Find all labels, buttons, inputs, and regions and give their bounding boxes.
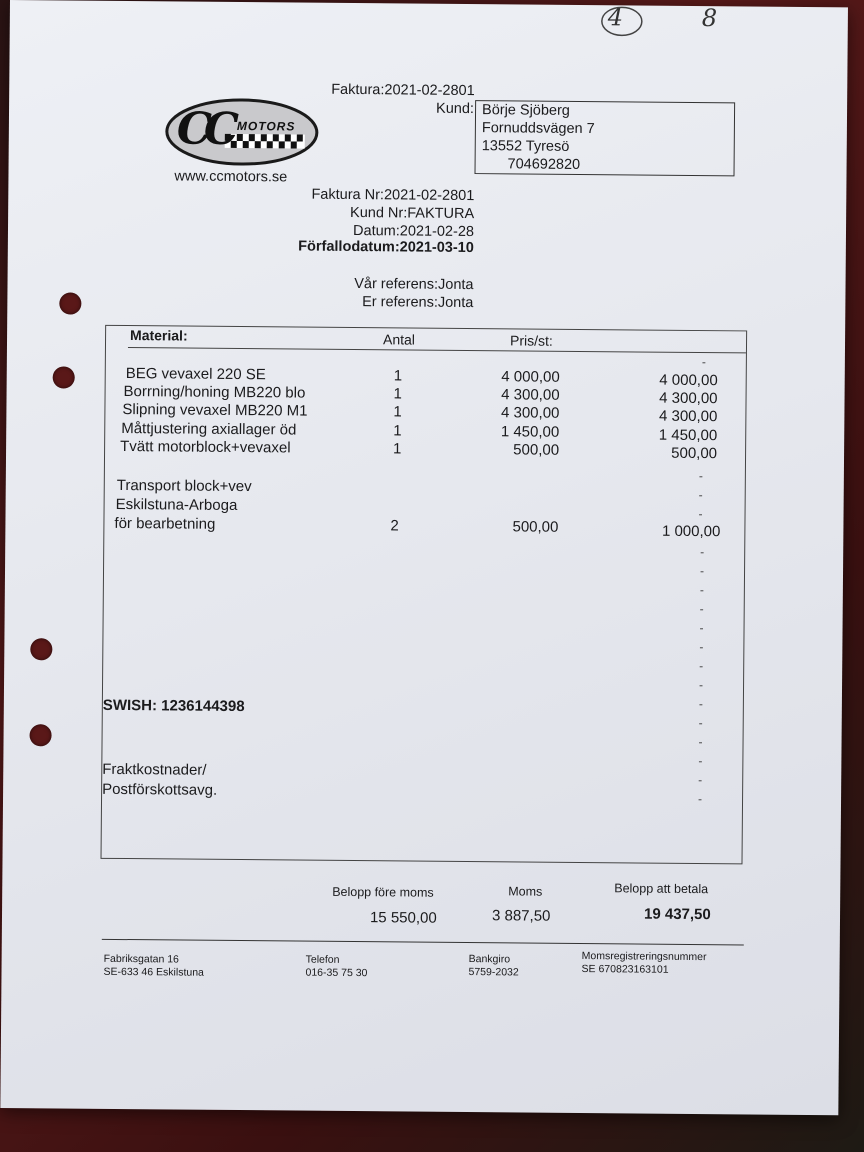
faktura-nr: Faktura Nr:2021-02-2801 — [311, 186, 475, 205]
table-header — [128, 326, 746, 353]
table-row-antal: 1 — [393, 385, 402, 403]
table-row-material: Måttjustering axiallager öd — [121, 419, 297, 439]
handwritten-number: 8 — [701, 4, 718, 33]
table-row-pris: 4 300,00 — [501, 386, 560, 404]
table-row-antal: 1 — [393, 367, 403, 385]
table-row-pris: 1 450,00 — [500, 423, 560, 441]
customer-phone: 704692820 — [507, 156, 581, 173]
value-fore-moms: 15 550,00 — [369, 909, 437, 927]
table-row-total: 4 000,00 — [659, 371, 718, 390]
table-row-material: Borrning/honing MB220 blo — [123, 383, 306, 402]
punch-hole — [29, 724, 51, 746]
punch-hole — [59, 292, 81, 314]
transport-antal: 2 — [390, 517, 399, 535]
table-row-material: Slipning vevaxel MB220 M1 — [122, 400, 308, 420]
table-row-total: 4 300,00 — [658, 407, 718, 426]
table-row-total: 500,00 — [671, 444, 718, 463]
frakt-line-2: Postförskottsavg. — [102, 780, 218, 799]
header-pris: Pris/st: — [509, 332, 553, 349]
header-antal: Antal — [382, 331, 416, 348]
footer-telefon: Telefon 016-35 75 30 — [305, 953, 368, 980]
footer-bankgiro: Bankgiro 5759-2032 — [468, 953, 519, 979]
customer-address-box — [474, 100, 735, 176]
handwritten-mark: 4 — [608, 3, 624, 31]
datum: Datum:2021-02-28 — [353, 223, 475, 241]
footer-momsreg: Momsregistreringsnummer SE 670823163101 — [581, 950, 707, 976]
er-referens: Er referens:Jonta — [362, 294, 474, 312]
footer-address: Fabriksgatan 16 SE-633 46 Eskilstuna — [103, 952, 204, 979]
customer-city: 13552 Tyresö — [481, 138, 570, 155]
cc-motors-logo: CC MOTORS — [165, 97, 320, 166]
punch-hole — [53, 366, 75, 388]
forfallodatum: Förfallodatum:2021-03-10 — [298, 238, 474, 257]
frakt-line-1: Fraktkostnader/ — [102, 760, 207, 779]
table-row-pris: 4 300,00 — [500, 404, 560, 422]
value-moms: 3 887,50 — [491, 907, 551, 925]
table-row-pris: 500,00 — [513, 441, 560, 459]
transport-pris: 500,00 — [512, 518, 559, 536]
website-url: www.ccmotors.se — [174, 168, 288, 186]
table-row-total: 1 450,00 — [658, 426, 718, 445]
footer-divider — [102, 939, 744, 946]
kund-label: Kund: — [435, 100, 475, 118]
transport-line-2: Eskilstuna-Arboga — [115, 495, 238, 515]
table-row-antal: 1 — [393, 440, 402, 458]
customer-street: Fornuddsvägen 7 — [481, 120, 595, 138]
table-row-antal: 1 — [393, 422, 402, 440]
table-row-pris: 4 000,00 — [501, 368, 560, 386]
faktura-header: Faktura:2021-02-2801 — [331, 81, 475, 100]
table-row-total: 4 300,00 — [659, 389, 718, 408]
item-rows — [105, 365, 746, 467]
label-fore-moms: Belopp före moms — [332, 884, 434, 900]
transport-total: 1 000,00 — [661, 522, 721, 541]
table-row-material: Tvätt motorblock+vevaxel — [120, 437, 291, 457]
label-att-betala: Belopp att betala — [614, 881, 709, 897]
items-table: Material: Antal Pris/st: - BEG vevaxel 220 SE 1 4 000,00 4 000,00 Borrning/honing MB220 blo 1 4 300,00 4 300,00 Slipning vevaxel MB220 M1 1 4 300,00 4 300,00 Måttjustering axiallager öd 1 1 450,00 1 450,00 Tvätt motorblock+vevaxel 1 500,00 500,00 - Transport block+vev - Eskilstuna-Arboga - för bearbetning 2 500,00 1 000,00 - - - - - - - - SWISH: 1236144398 - - - - Fraktkostnader/ Postförskottsavg. - - — [101, 325, 748, 865]
swish-number: SWISH: 1236144398 — [102, 696, 245, 716]
header-material: Material: — [130, 327, 188, 344]
table-row-material: BEG vevaxel 220 SE — [125, 365, 266, 384]
kund-nr: Kund Nr:FAKTURA — [349, 204, 475, 223]
transport-line-3: för bearbetning — [114, 514, 216, 533]
customer-name: Börje Sjöberg — [481, 102, 570, 119]
value-att-betala: 19 437,50 — [643, 905, 711, 924]
transport-line-1: Transport block+vev — [116, 476, 252, 496]
var-referens: Vår referens:Jonta — [354, 276, 474, 294]
table-row-antal: 1 — [393, 403, 402, 421]
circle-scribble-icon — [600, 3, 646, 39]
label-moms: Moms — [508, 884, 543, 899]
punch-hole — [30, 638, 52, 660]
